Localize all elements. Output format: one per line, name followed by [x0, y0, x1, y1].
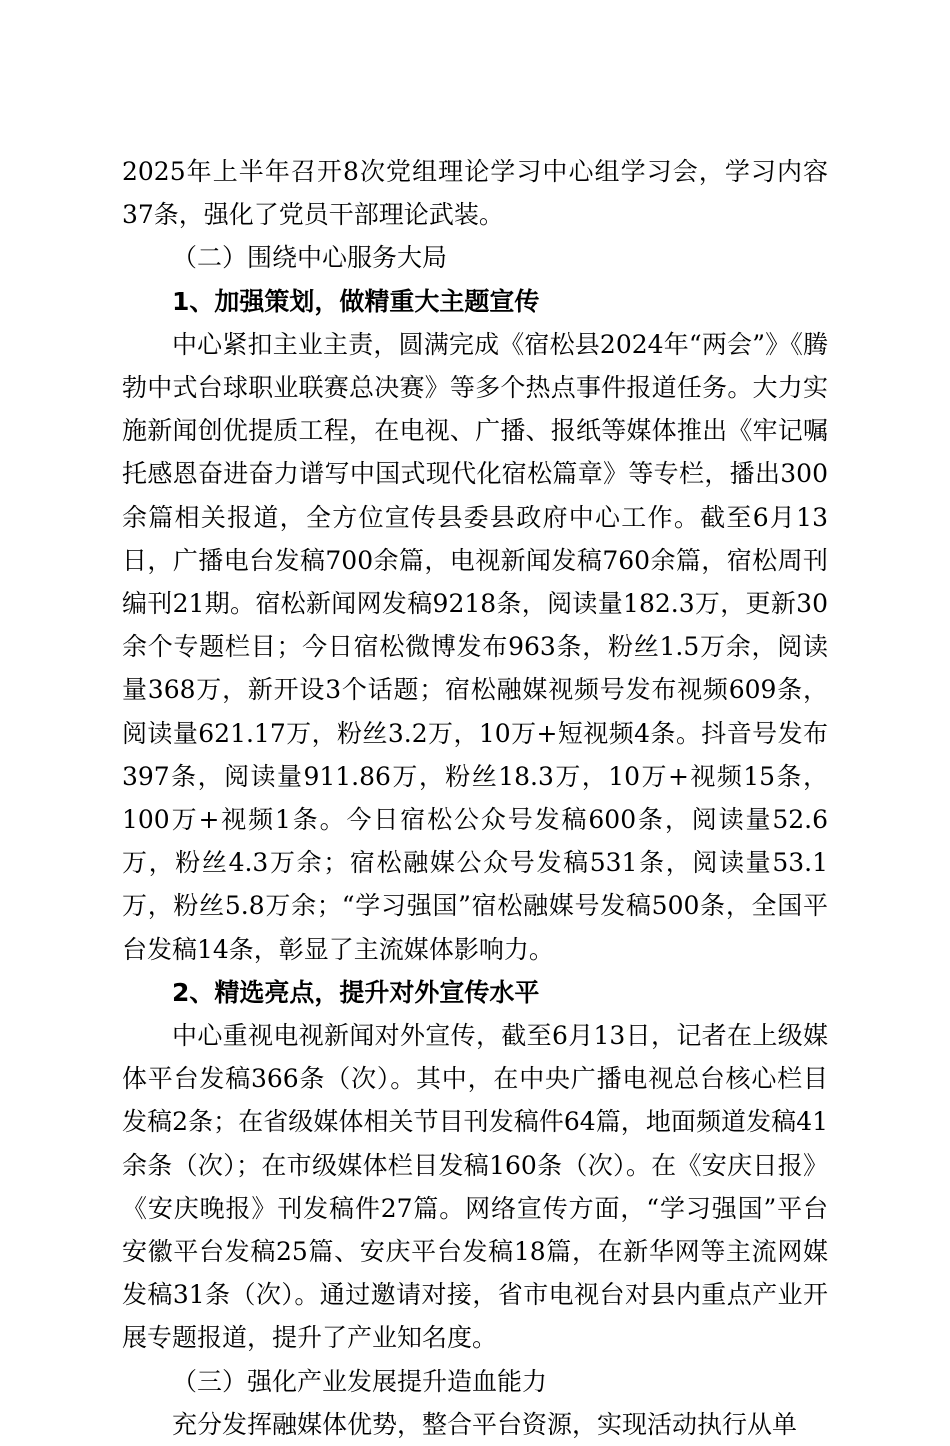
document-body — [122, 150, 828, 1446]
paragraph-major-theme-publicity: 中心紧扣主业主责，圆满完成《宿松县2024年“两会”》《腾勃中式台球职业联赛总决赛》等多个热点事件报道任务。大力实施新闻创优提质工程，在电视、广播、报纸等媒体推出《牢记嘱托感恩奋进奋力谱写中国式现代化宿松篇章》等专栏，播出300余篇相关报道，全方位宣传县委县政府中心工作。截至6月13日，广播电台发稿700余篇，电视新闻发稿760余篇，宿松周刊编刊21期。宿松新闻网发稿9218条，阅读量182.3万，更新30余个专题栏目；今日宿松微博发布963条，粉丝1.5万余，阅读量368万，新开设3个话题；宿松融媒视频号发布视频609条，阅读量621.17万，粉丝3.2万，10万+短视频4条。抖音号发布397条，阅读量911.86万，粉丝18.3万，10万+视频15条，100万+视频1条。今日宿松公众号发稿600条，阅读量52.6万，粉丝4.3万余；宿松融媒公众号发稿531条，阅读量53.1万，粉丝5.8万余；“学习强国”宿松融媒号发稿500条，全国平台发稿14条，彰显了主流媒体影响力。 — [122, 329, 828, 964]
heading-planning-publicity: 1、加强策划，做精重大主题宣传 — [172, 286, 540, 316]
heading-external-publicity: 2、精选亮点，提升对外宣传水平 — [172, 977, 540, 1007]
paragraph-external-publicity: 中心重视电视新闻对外宣传，截至6月13日，记者在上级媒体平台发稿366条（次）。其中，在中央广播电视总台核心栏目发稿2条；在省级媒体相关节目刊发稿件64篇，地面频道发稿41余条（次）；在市级媒体栏目发稿160条（次）。在《安庆日报》《安庆晚报》刊发稿件27篇。网络宣传方面，“学习强国”平台安徽平台发稿25篇、安庆平台发稿18篇，在新华网等主流网媒发稿31条（次）。通过邀请对接，省市电视台对县内重点产业开展专题报道，提升了产业知名度。 — [122, 1021, 828, 1353]
section-title-industry-development: （三）强化产业发展提升造血能力 — [172, 1366, 548, 1396]
paragraph-media-advantage: 充分发挥融媒体优势，整合平台资源，实现活动执行从单 — [172, 1409, 798, 1439]
paragraph-study-sessions: 2025年上半年召开8次党组理论学习中心组学习会，学习内容37条，强化了党员干部理论武装。 — [122, 157, 828, 230]
section-title-serve-center: （二）围绕中心服务大局 — [172, 243, 448, 273]
